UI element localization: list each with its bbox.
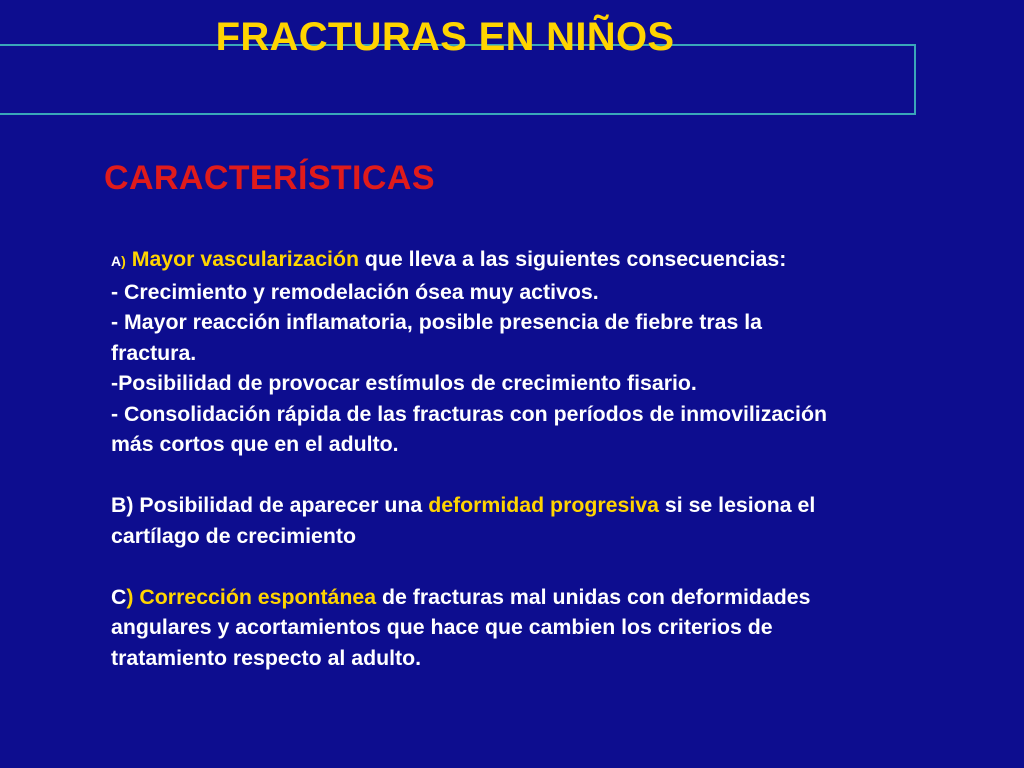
section-a-heading (111, 244, 991, 277)
section-b-suffix: si se lesiona el (658, 493, 816, 517)
section-a-item: - Crecimiento y remodelación ósea muy activos. (111, 279, 599, 304)
section-b-highlight: deformidad progresiva (428, 493, 659, 517)
section-a-item: - Consolidación rápida de las fracturas con períodos de inmovilización (111, 401, 827, 426)
spacer (111, 551, 991, 582)
section-c-line (111, 582, 991, 613)
body-text (111, 244, 991, 673)
section-a-item: - Mayor reacción inflamatoria, posible presencia de fiebre tras la (111, 310, 762, 334)
section-b-prefix: B) Posibilidad de aparecer una (111, 493, 429, 517)
slide-title: FRACTURAS EN NIÑOS (215, 15, 675, 59)
section-a-item: fractura. (111, 340, 197, 365)
section-heading: CARACTERÍSTICAS (104, 159, 435, 197)
section-c-line: tratamiento respecto al adulto. (111, 645, 422, 670)
spacer (111, 460, 991, 491)
section-a-marker: A (111, 253, 122, 269)
section-a-item: -Posibilidad de provocar estímulos de crecimiento fisario. (111, 371, 697, 395)
section-c-rest: de fracturas mal unidas con deformidades (376, 584, 811, 609)
section-b-line: cartílago de crecimiento (111, 523, 356, 548)
section-a-item: más cortos que en el adulto. (111, 432, 399, 456)
section-a-rest: que lleva a las siguientes consecuencias: (358, 247, 787, 271)
section-c-line: angulares y acortamientos que hace que cambien los criterios de (111, 615, 773, 639)
section-a-paren: ) (121, 253, 126, 269)
section-b-line (111, 490, 991, 521)
section-a-highlight: Mayor vascularización (125, 247, 359, 271)
section-c-highlight: ) Corrección espontánea (126, 584, 377, 609)
section-c-marker: C (111, 584, 127, 609)
